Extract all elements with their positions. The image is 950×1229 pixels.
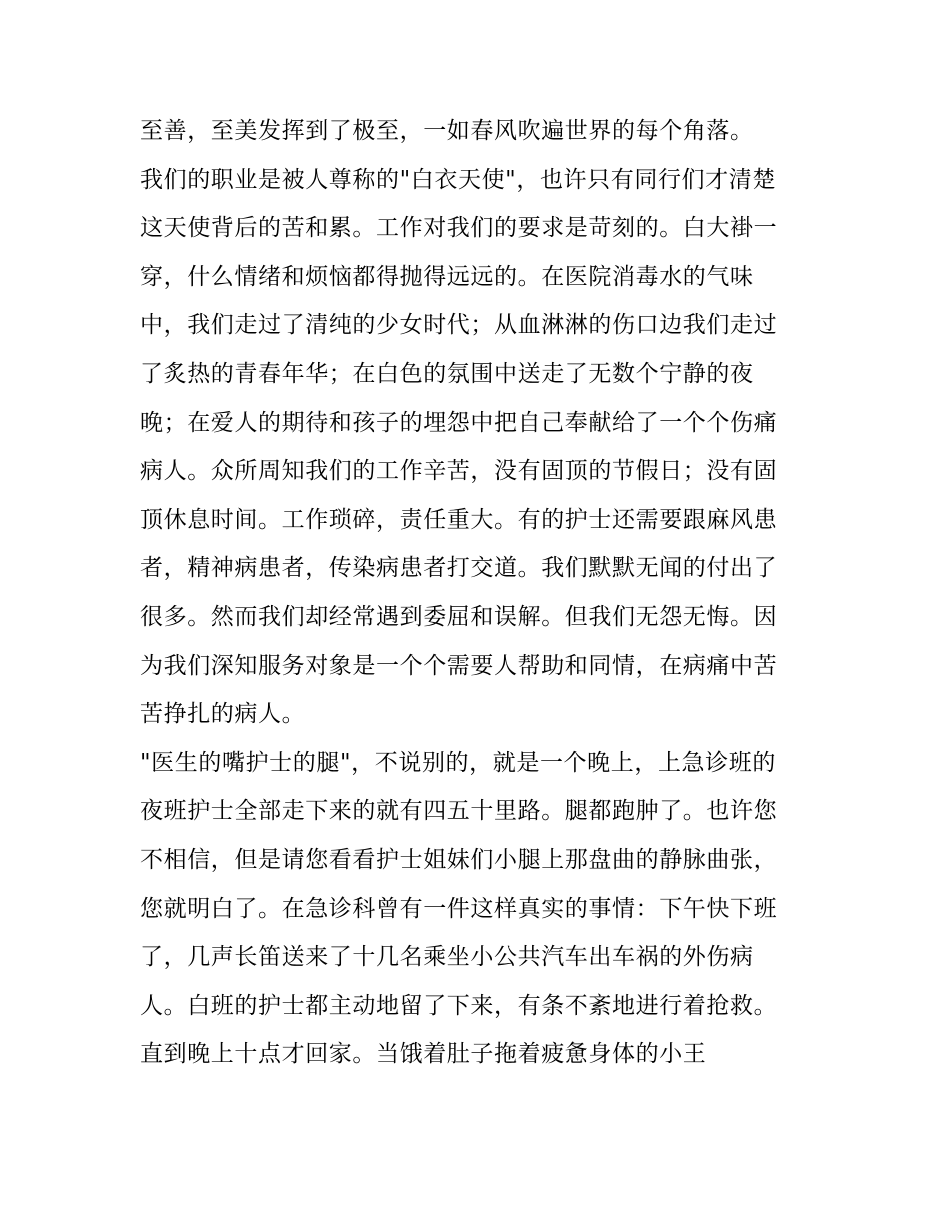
text-line: 夜班护士全部走下来的就有四五十里路。腿都跑肿了。也许您 <box>140 798 778 825</box>
text-line: 了炙热的青春年华；在白色的氛围中送走了无数个宁静的夜 <box>140 360 754 387</box>
text-line: 直到晚上十点才回家。当饿着肚子拖着疲惫身体的小王 <box>140 1041 707 1068</box>
text-line: 至善，至美发挥到了极至，一如春风吹遍世界的每个角落。 <box>140 118 754 144</box>
text-line: 了，几声长笛送来了十几名乘坐小公共汽车出车祸的外伤病 <box>140 944 754 971</box>
text-line: 者，精神病患者，传染病患者打交道。我们默默无闻的付出了 <box>140 555 778 582</box>
text-line: 病人。众所周知我们的工作辛苦，没有固顶的节假日；没有固 <box>140 458 778 485</box>
text-line: 人。白班的护士都主动地留了下来，有条不紊地进行着抢救。 <box>140 992 778 1019</box>
text-line: 您就明白了。在急诊科曾有一件这样真实的事情：下午快下班 <box>140 895 778 922</box>
text-line: "医生的嘴护士的腿"，不说别的，就是一个晚上，上急诊班的 <box>140 749 776 776</box>
text-line: 这天使背后的苦和累。工作对我们的要求是苛刻的。白大褂一 <box>140 215 778 242</box>
text-line: 穿，什么情绪和烦恼都得抛得远远的。在医院消毒水的气味 <box>140 263 754 290</box>
text-line: 我们的职业是被人尊称的"白衣天使"，也许只有同行们才清楚 <box>140 166 776 193</box>
text-line: 中，我们走过了清纯的少女时代；从血淋淋的伤口边我们走过 <box>140 312 778 339</box>
text-line: 晚；在爱人的期待和孩子的埋怨中把自己奉献给了一个个伤痛 <box>140 409 778 436</box>
text-line: 很多。然而我们却经常遇到委屈和误解。但我们无怨无悔。因 <box>140 603 778 630</box>
text-line: 苦挣扎的病人。 <box>140 701 306 728</box>
text-line: 不相信，但是请您看看护士姐妹们小腿上那盘曲的静脉曲张， <box>140 846 778 873</box>
text-line: 顶休息时间。工作琐碎，责任重大。有的护士还需要跟麻风患 <box>140 506 778 533</box>
text-line: 为我们深知服务对象是一个个需要人帮助和同情，在病痛中苦 <box>140 652 778 679</box>
body-text <box>140 107 820 1079</box>
